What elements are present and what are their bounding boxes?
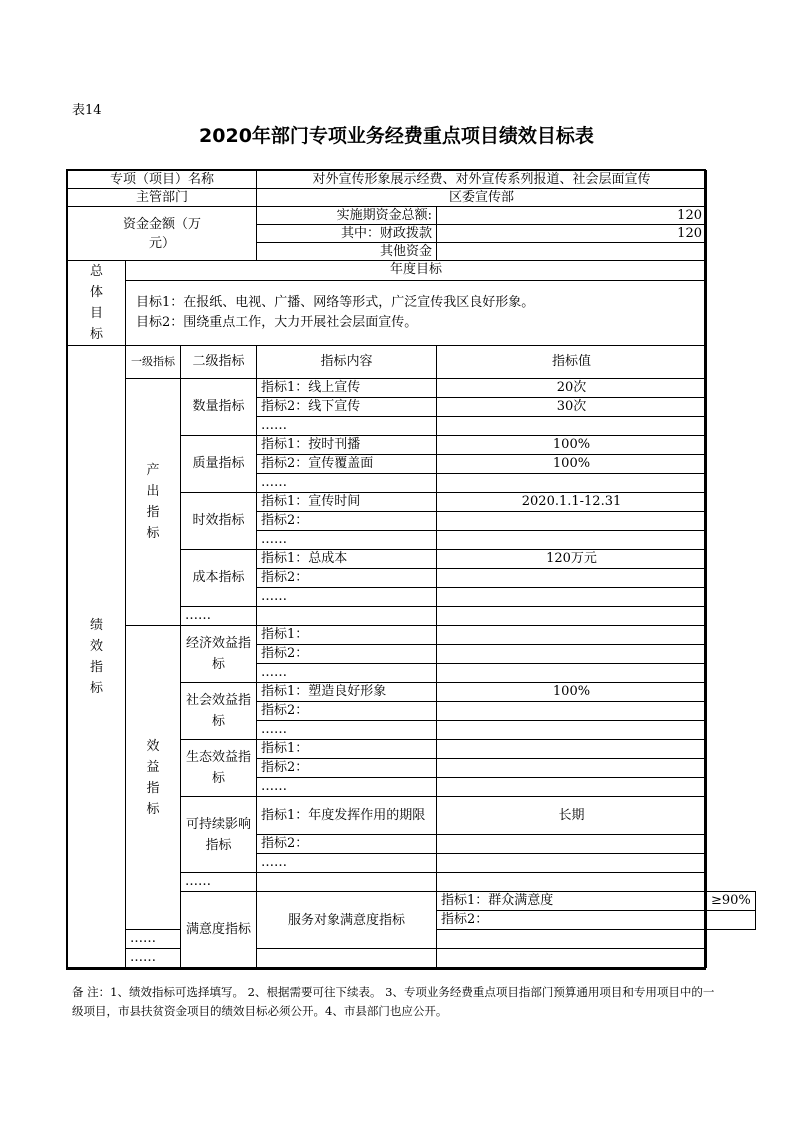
page-title: 2020年部门专项业务经费重点项目绩效目标表 — [199, 125, 594, 147]
funds-other-value — [437, 243, 707, 261]
indicator: 指标1： — [257, 626, 437, 645]
funds-label: 资金金额（万元） — [68, 207, 257, 261]
indicator-value — [437, 417, 707, 436]
social-label: 社会效益指标 — [181, 683, 257, 740]
service-label: 服务对象满意度指标 — [257, 892, 437, 949]
header-level1: 一级指标 — [126, 346, 181, 379]
indicator-value — [437, 949, 707, 968]
indicator-value — [437, 626, 707, 645]
goal-1: 目标1：在报纸、电视、广播、网络等形式，广泛宣传我区良好形象。 — [136, 294, 535, 310]
ellipsis: …… — [257, 588, 437, 607]
indicator: 指标1： — [257, 740, 437, 759]
indicator: 指标2： — [257, 759, 437, 778]
ellipsis: …… — [126, 949, 181, 968]
ellipsis: …… — [257, 778, 437, 797]
goal-text — [126, 280, 707, 345]
sustain-label: 可持续影响指标 — [181, 797, 257, 873]
overall-goal-label: 总体目标 — [68, 261, 126, 346]
economic-label: 经济效益指标 — [181, 626, 257, 683]
footnote: 备 注：1、绩效指标可选择填写。 2、根据需要可往下续表。 3、专项业务经费重点项目指部门预算通用项目和专用项目中的一级项目，市县扶贫资金项目的绩效目标必须公开。4、市县部门也应公开。 — [72, 985, 715, 1018]
indicator-value — [437, 930, 707, 949]
indicator-value — [437, 854, 707, 873]
quantity-label: 数量指标 — [181, 379, 257, 436]
indicator-value: 100% — [437, 683, 707, 702]
indicator-value — [707, 911, 756, 930]
ellipsis: …… — [126, 930, 181, 949]
indicator-value — [437, 835, 707, 854]
indicator-value: 2020.1.1-12.31 — [437, 493, 707, 512]
dept-value: 区委宣传部 — [257, 189, 707, 207]
indicator-value — [437, 569, 707, 588]
indicator-value — [437, 778, 707, 797]
indicator: 指标2： — [257, 645, 437, 664]
table-number: 表14 — [72, 103, 102, 118]
indicator-value — [437, 588, 707, 607]
indicator-value — [437, 873, 707, 892]
header-level2: 二级指标 — [181, 346, 257, 379]
ellipsis: …… — [257, 721, 437, 740]
ellipsis: …… — [257, 664, 437, 683]
ellipsis: …… — [257, 417, 437, 436]
indicator: 指标2： — [257, 702, 437, 721]
header-content: 指标内容 — [257, 346, 437, 379]
indicator-value: 120万元 — [437, 550, 707, 569]
quality-label: 质量指标 — [181, 436, 257, 493]
indicator-value — [437, 721, 707, 740]
satisfaction-label: 满意度指标 — [181, 892, 257, 968]
indicator: 指标1：按时刊播 — [257, 436, 437, 455]
indicator-value — [437, 531, 707, 550]
funds-total-label: 实施期资金总额: — [257, 207, 437, 225]
ellipsis: …… — [257, 474, 437, 493]
output-label: 产出指标 — [126, 379, 181, 626]
project-name-label: 专项（项目）名称 — [68, 171, 257, 189]
indicator — [257, 949, 437, 968]
ellipsis: …… — [181, 873, 257, 892]
indicator: 指标1：年度发挥作用的期限 — [257, 797, 437, 835]
indicator-value — [437, 474, 707, 493]
timeliness-label: 时效指标 — [181, 493, 257, 550]
indicator: 指标2： — [257, 512, 437, 531]
indicator: 指标2： — [257, 569, 437, 588]
indicator-value — [437, 607, 707, 626]
ellipsis: …… — [257, 854, 437, 873]
performance-target-table — [67, 170, 756, 968]
indicator: 指标2： — [437, 911, 707, 930]
indicator-value: 30次 — [437, 398, 707, 417]
indicator-value: 100% — [437, 436, 707, 455]
indicator: 指标1：群众满意度 — [437, 892, 707, 911]
project-name-value: 对外宣传形象展示经费、对外宣传系列报道、社会层面宣传 — [257, 171, 707, 189]
indicator-value: ≥90% — [707, 892, 756, 911]
indicator: 指标1：宣传时间 — [257, 493, 437, 512]
dept-label: 主管部门 — [68, 189, 257, 207]
funds-fiscal-label: 其中：财政拨款 — [257, 225, 437, 243]
funds-other-label: 其他资金 — [257, 243, 437, 261]
ellipsis: …… — [257, 531, 437, 550]
indicator: 指标2： — [257, 835, 437, 854]
indicator — [257, 607, 437, 626]
funds-fiscal-value: 120 — [437, 225, 707, 243]
goal-2: 目标2：围绕重点工作，大力开展社会层面宣传。 — [136, 314, 418, 330]
indicator-value — [437, 740, 707, 759]
indicator: 指标2：线下宣传 — [257, 398, 437, 417]
indicator: 指标1：总成本 — [257, 550, 437, 569]
ecological-label: 生态效益指标 — [181, 740, 257, 797]
indicator-value — [437, 645, 707, 664]
indicator-value — [437, 702, 707, 721]
ellipsis: …… — [181, 607, 257, 626]
indicator: 指标1：线上宣传 — [257, 379, 437, 398]
perf-indicator-label: 绩效指标 — [68, 346, 126, 968]
indicator: 指标1：塑造良好形象 — [257, 683, 437, 702]
indicator-value — [437, 512, 707, 531]
funds-total-value: 120 — [437, 207, 707, 225]
header-value: 指标值 — [437, 346, 707, 379]
effect-label: 效益指标 — [126, 626, 181, 930]
indicator-value: 100% — [437, 455, 707, 474]
annual-goal-label: 年度目标 — [126, 261, 707, 281]
indicator-value: 长期 — [437, 797, 707, 835]
indicator-value — [437, 759, 707, 778]
indicator-value — [437, 664, 707, 683]
indicator-value: 20次 — [437, 379, 707, 398]
indicator: 指标2：宣传覆盖面 — [257, 455, 437, 474]
cost-label: 成本指标 — [181, 550, 257, 607]
indicator — [257, 873, 437, 892]
